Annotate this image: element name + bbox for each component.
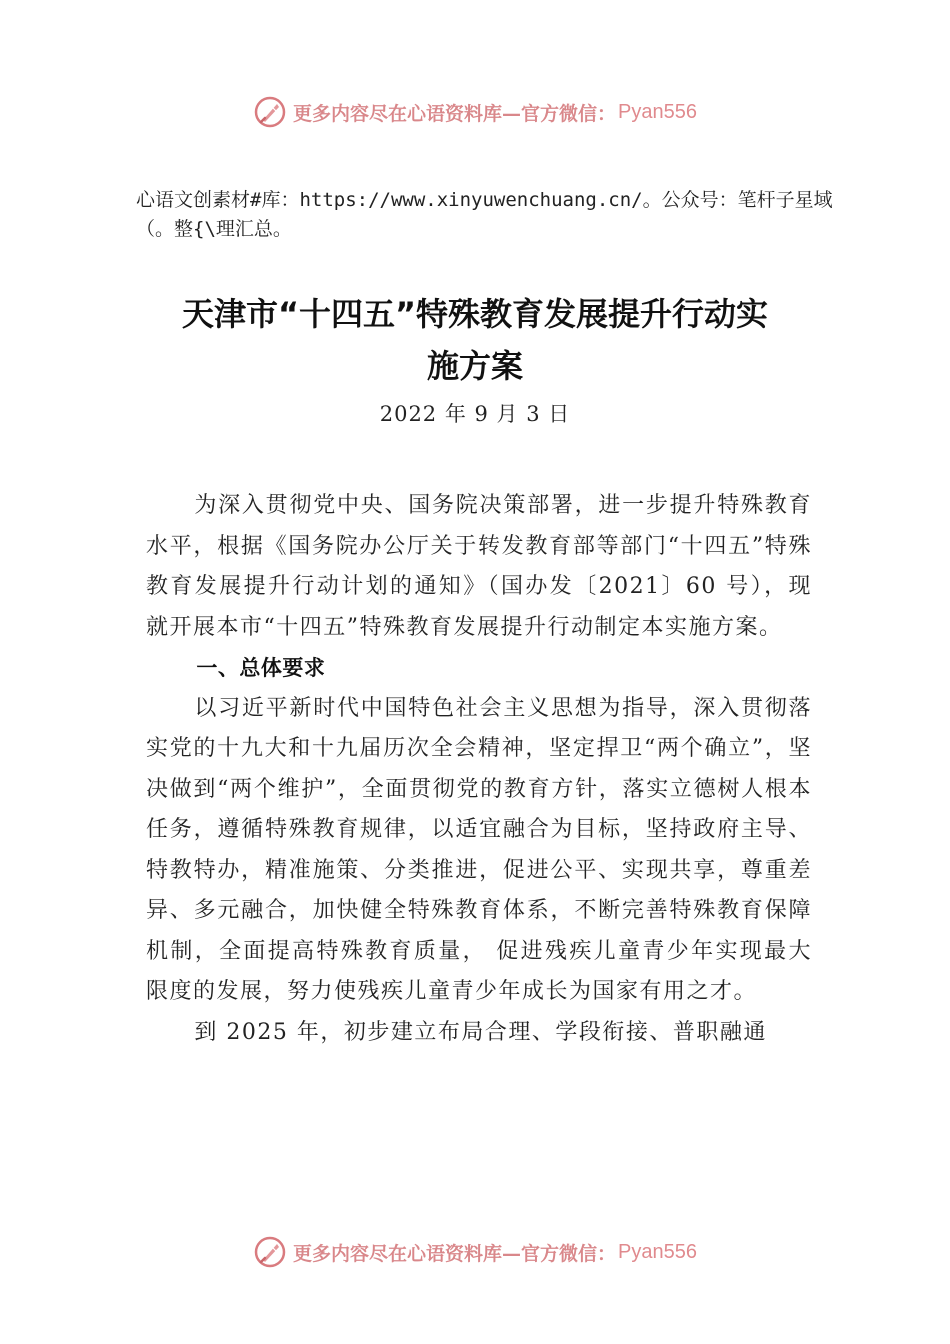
document-date: 2022 年 9 月 3 日 [379, 402, 571, 426]
banner-wechat-id: Pyan556 [618, 100, 697, 123]
top-watermark-banner [0, 92, 950, 132]
title-line-2: 施方案 [426, 347, 523, 385]
source-note: 心语文创素材#库：https://www.xinyuwenchuang.cn/。公众号：笔杆子星域（。整{\理汇总。 [136, 189, 833, 240]
banner-wechat-id: Pyan556 [618, 1240, 697, 1263]
body-paragraph-partial: 到 2025 年，初步建立布局合理、学段衔接、普职融通 [194, 1019, 767, 1045]
section-heading: 一、总体要求 [196, 656, 326, 680]
title-line-1: 天津市“十四五”特殊教育发展提升行动实 [181, 295, 769, 333]
body-paragraph: 以习近平新时代中国特色社会主义思想为指导，深入贯彻落实党的十九大和十九届历次全会精神，坚定捍卫“两个确立”，坚决做到“两个维护”，全面贯彻党的教育方针，落实立德树人根本任务，遵循特殊教育规律，以适宜融合为目标，坚持政府主导、特教特办，精准施策、分类推进，促进公平、实现共享，尊重差异、多元融合，加快健全特殊教育体系，不断完善特殊教育保障机制，全面提高特殊教育质量， 促进残疾儿童青少年实现最大限度的发展，努力使残疾儿童青少年成长为国家有用之才。 [146, 695, 812, 1004]
bottom-watermark-banner [0, 1232, 950, 1272]
banner-text: 更多内容尽在心语资料库—官方微信： [293, 102, 617, 125]
feather-quill-seal-icon [253, 95, 287, 129]
banner-text: 更多内容尽在心语资料库—官方微信： [293, 1242, 617, 1265]
intro-paragraph: 为深入贯彻党中央、国务院决策部署，进一步提升特殊教育水平，根据《国务院办公厅关于转发教育部等部门“十四五”特殊教育发展提升行动计划的通知》（国办发〔2021〕60 号），现就开展本市“十四五”特殊教育发展提升行动制定本实施方案。 [146, 493, 812, 640]
feather-quill-seal-icon [253, 1235, 287, 1269]
document-title [100, 288, 850, 392]
document-body [146, 486, 812, 1053]
